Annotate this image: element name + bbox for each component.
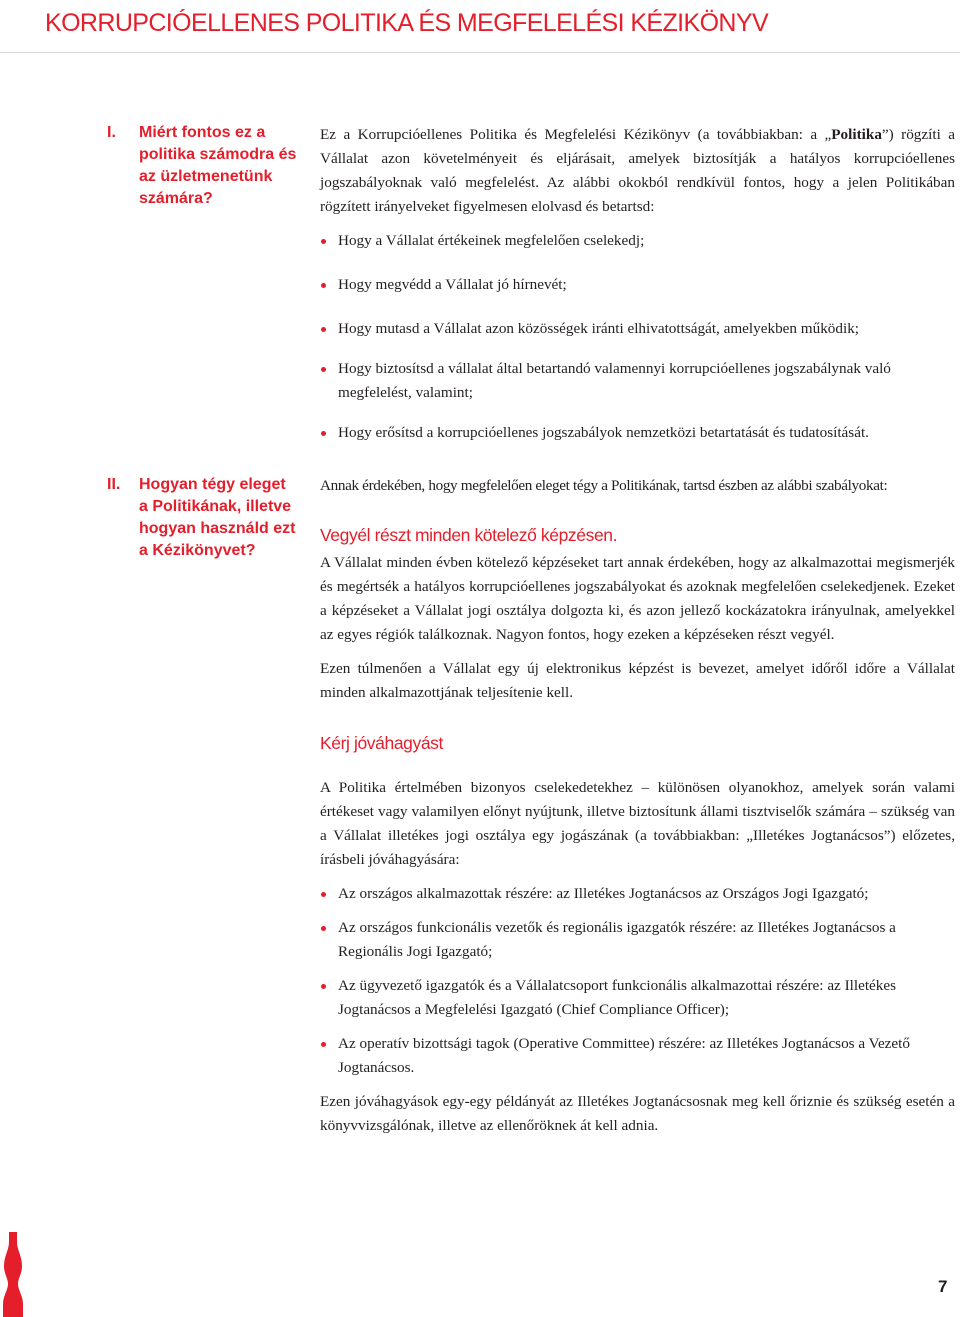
- training-paragraph-1: A Vállalat minden évben kötelező képzéseket tart annak érdekében, hogy az alkalmazottai megismerjék és megértsék a hatályos korrupcióellenes jogszabályokat és azoknak megfelelően cselekedjenek. Ezeket a képzéseket a Vállalat jogi osztálya dolgozta ki, és azon jellező kockázatokra irányulnak, amelyekkel az egyes régiók találkoznak. Nagyon fontos, hogy ezeken a képzéseken részt vegyél.: [320, 554, 955, 643]
- section-2-number: II.: [107, 476, 121, 493]
- section-1-intro: Ez a Korrupcióellenes Politika és Megfelelési Kézikönyv (a továbbiakban: a „Politika”) rögzíti a Vállalat azon követelményeit és eljárásait, amelyek biztosítják a hatályos korrupcióellenes jogszabályoknak való megfelelést. Az alábbi okokból rendkívül fontos, hogy a jelen Politikában rögzített irányelveket figyelmesen elolvasd és betartsd:: [320, 126, 955, 215]
- list-item: Hogy megvédd a Vállalat jó hírnevét;: [320, 273, 955, 297]
- section-1-title: Miért fontos ez a politika számodra és az üzletmenetünk számára?: [139, 124, 297, 207]
- list-item: Hogy mutasd a Vállalat azon közösségek iránti elhivatottságát, amelyekben működik;: [320, 317, 955, 341]
- section-2-body: [320, 474, 955, 1138]
- approval-paragraph-1: A Politika értelmében bizonyos cselekedetekhez – különösen olyanokhoz, amelyek során valami értékeset vagy valamilyen előnyt nyújtunk, illetve biztosítunk állami tisztviselők számára – szükség van a Vállalat illetékes jogi osztálya egy jogászának (a továbbiakban: „Illetékes Jogtanácsos”) előzetes, írásbeli jóváhagyására:: [320, 779, 955, 868]
- training-paragraph-2: Ezen túlmenően a Vállalat egy új elektronikus képzést is bevezet, amelyet időről időre a Vállalat minden alkalmazottjának teljesítenie kell.: [320, 660, 955, 701]
- page-number: 7: [938, 1277, 948, 1296]
- section-1-heading: [107, 122, 297, 242]
- training-heading: Vegyél részt minden kötelező képzésen.: [320, 525, 618, 545]
- bottle-icon: [0, 1232, 26, 1317]
- list-item: Az országos alkalmazottak részére: az Illetékes Jogtanácsos az Országos Jogi Igazgató;: [320, 882, 955, 906]
- section-2-title: Hogyan tégy eleget a Politikának, illetve hogyan használd ezt a Kézikönyvet?: [139, 476, 296, 559]
- list-item: Hogy erősítsd a korrupcióellenes jogszabályok nemzetközi betartatását és tudatosítását.: [320, 421, 955, 445]
- section-2-heading: [107, 474, 297, 594]
- list-item: Az operatív bizottsági tagok (Operative Committee) részére: az Illetékes Jogtanácsos a Vezető Jogtanácsos.: [320, 1032, 955, 1080]
- approval-paragraph-2: Ezen jóváhagyások egy-egy példányát az Illetékes Jogtanácsosnak meg kell őriznie és szükség esetén a könyvvizsgálónak, illetve az ellenőröknek át kell adnia.: [320, 1093, 955, 1134]
- list-item: Az országos funkcionális vezetők és regionális igazgatók részére: az Illetékes Jogtanácsos a Regionális Jogi Igazgató;: [320, 916, 955, 964]
- section-1-body: [320, 123, 955, 445]
- list-item: Az ügyvezető igazgatók és a Vállalatcsoport funkcionális alkalmazottai részére: az Illetékes Jogtanácsos a Megfelelési Igazgató (Chief Compliance Officer);: [320, 974, 955, 1022]
- approval-heading: Kérj jóváhagyást: [320, 733, 443, 753]
- list-item: Hogy biztosítsd a vállalat által betartandó valamennyi korrupcióellenes jogszabálynak való megfelelést, valamint;: [320, 357, 955, 405]
- section-1-number: I.: [107, 124, 116, 141]
- politika-term: Politika: [831, 126, 882, 143]
- document-title: KORRUPCIÓELLENES POLITIKA ÉS MEGFELELÉSI KÉZIKÖNYV: [45, 9, 769, 37]
- approval-bullet-list: [320, 882, 955, 1080]
- section-2-intro: Annak érdekében, hogy megfelelően eleget tégy a Politikának, tartsd észben az alábbi szabályokat:: [320, 477, 888, 494]
- header-divider: [0, 52, 960, 53]
- list-item: Hogy a Vállalat értékeinek megfelelően cselekedj;: [320, 229, 955, 253]
- section-1-bullet-list: [320, 229, 955, 445]
